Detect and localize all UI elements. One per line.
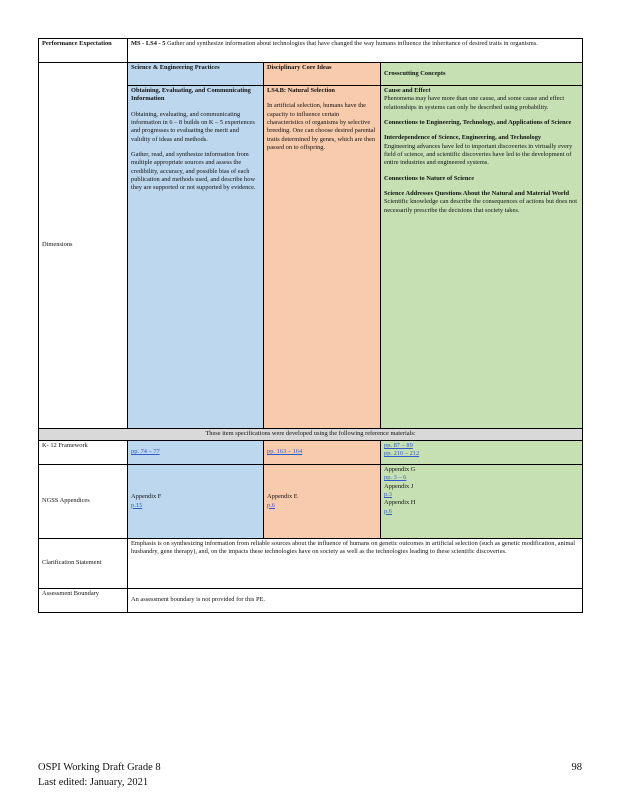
dci-title: LS4.B: Natural Selection — [267, 87, 335, 94]
dimension-header-row — [39, 63, 583, 86]
footer-title: OSPI Working Draft Grade 8 — [38, 762, 161, 773]
cc-header: Crosscutting Concepts — [381, 63, 583, 86]
k12-label: K- 12 Framework — [39, 441, 128, 465]
cc-connections-title: Connections to Engineering, Technology, and Applications of Science — [384, 118, 572, 126]
k12-dci-link[interactable]: pp. 163 – 164 — [267, 448, 303, 456]
k12-row — [39, 441, 583, 465]
cc-cause-title: Cause and Effect — [384, 87, 431, 94]
dci-cell — [264, 86, 381, 429]
pe-cell — [128, 39, 583, 63]
ngss-cc-link-g[interactable]: pp. 3 – 6 — [384, 474, 407, 482]
clarification-text: Emphasis is on synthesizing information from reliable sources about the influence of humans on genetic outcomes in artificial selection (such as genetic modification, animal husbandry, gene therapy), and, on the impacts these technologies have on society as well as the technologies leading to these scientific discoveries. — [128, 539, 583, 589]
item-specification-table — [38, 38, 583, 613]
ngss-sep-appendix: Appendix F — [131, 493, 162, 501]
assessment-row — [39, 589, 583, 613]
ngss-cc-link-j[interactable]: p.3 — [384, 490, 392, 498]
cc-interdependence-bullet: Engineering advances have led to important discoveries in virtually every field of science, and scientific discoveries have led to the development of entire industries and engineered systems. — [384, 142, 573, 167]
ngss-cc-appendix-j: Appendix J — [384, 482, 414, 490]
reference-row — [39, 429, 583, 441]
k12-sep-cell — [128, 441, 264, 465]
k12-cc-cell — [381, 441, 583, 465]
clarification-row — [39, 539, 583, 589]
clarification-label: Clarification Statement — [39, 539, 128, 589]
k12-sep-link[interactable]: pp. 74 – 77 — [131, 448, 160, 456]
ngss-dci-page-link[interactable]: p.6 — [267, 501, 275, 509]
k12-dci-cell — [264, 441, 381, 465]
sep-title: Obtaining, Evaluating, and Communicating Information — [131, 87, 251, 103]
pe-text: Gather and synthesize information about technologies that have changed the way humans influence the inheritance of desired traits in organisms. — [167, 40, 538, 47]
sep-cell — [128, 86, 264, 429]
ngss-cc-appendix-g: Appendix G — [384, 466, 416, 473]
dci-bullet: In artificial selection, humans have the capacity to influence certain characteristics of organisms by selective breeding. One can choose desired parental traits determined by genes, which are then passed on to offspring. — [267, 102, 376, 151]
pe-row — [39, 39, 583, 63]
assessment-label: Assessment Boundary — [39, 589, 128, 613]
cc-nature-title: Connections to Nature of Science — [384, 174, 475, 182]
cc-cell — [381, 86, 583, 429]
ngss-label: NGSS Appendices — [39, 465, 128, 539]
ngss-cc-appendix-h: Appendix H — [384, 499, 416, 507]
cc-addresses-bullet: Scientific knowledge can describe the consequences of actions but does not necessarily prescribe the decisions that society takes. — [384, 198, 578, 214]
cc-cause-bullet: Phenomena may have more than one cause, and some cause and effect relationships in systems can only be described using probability. — [384, 95, 565, 111]
ngss-row — [39, 465, 583, 539]
dci-header: Disciplinary Core Ideas — [264, 63, 381, 86]
ngss-sep-page-link[interactable]: p.15 — [131, 501, 143, 509]
k12-cc-link-2[interactable]: pp. 210 – 212 — [384, 450, 420, 458]
dimensions-label: Dimensions — [39, 63, 128, 429]
sep-bullet: Gather, read, and synthesize information from multiple appropriate sources and assess the credibility, accuracy, and possible bias of each publication and methods used, and describe how they are supported or not supported by evidence. — [131, 150, 256, 192]
ngss-dci-cell — [264, 465, 381, 539]
page-number: 98 — [571, 762, 582, 773]
sep-header: Science & Engineering Practices — [128, 63, 264, 86]
ngss-dci-appendix: Appendix E — [267, 493, 298, 501]
ngss-cc-cell — [381, 465, 583, 539]
cc-interdependence-title: Interdependence of Science, Engineering, and Technology — [384, 134, 542, 142]
assessment-text: An assessment boundary is not provided for this PE. — [128, 589, 583, 613]
cc-addresses-title: Science Addresses Questions About the Natural and Material World — [384, 189, 570, 197]
pe-label: Performance Expectation — [39, 39, 128, 63]
ngss-sep-cell — [128, 465, 264, 539]
k12-cc-link-1[interactable]: pp. 87 – 89 — [384, 442, 413, 449]
footer-last-edited: Last edited: January, 2021 — [38, 777, 149, 788]
sep-text: Obtaining, evaluating, and communicating information in 6 – 8 builds on K – 5 experiences and progresses to evaluating the merit and validity of ideas and methods. — [131, 110, 255, 143]
pe-code: MS - LS4 - 5 — [131, 40, 166, 47]
ngss-cc-link-h[interactable]: p.6 — [384, 507, 392, 515]
reference-note: These item specifications were developed using the following reference materials: — [39, 429, 583, 441]
